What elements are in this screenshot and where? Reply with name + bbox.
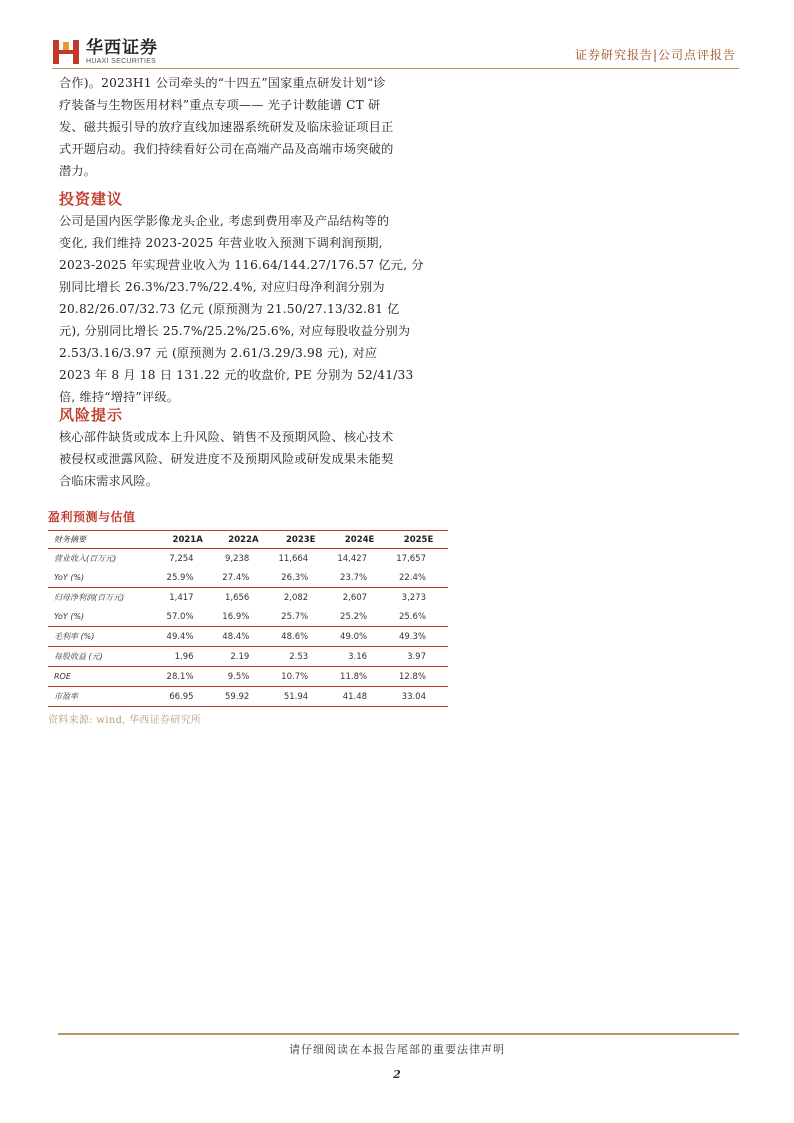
table-header-cell: 2021A [172,534,203,545]
table-cell: 11,664 [278,553,309,564]
table-cell: 23.7% [340,572,368,583]
table-cell: 10.7% [281,671,309,682]
investment-section [59,188,444,408]
header-divider [52,68,739,69]
intro-line: 合作)。2023H1 公司牵头的“十四五”国家重点研发计划“诊 [59,76,386,90]
legal-notice: 请仔细阅读在本报告尾部的重要法律声明 [289,1043,505,1056]
intro-line: 发、磁共振引导的放疗直线加速器系统研发及临床验证项目正 [59,120,394,134]
intro-line: 潜力。 [59,164,97,178]
investment-line: 2.53/3.16/3.97 元 (原预测为 2.61/3.29/3.98 元), 对应 [59,346,378,360]
table-cell: 49.4% [166,631,194,642]
table-cell: 26.3% [281,572,309,583]
table-cell: 9.5% [227,671,250,682]
table-cell: 12.8% [398,671,426,682]
footer-divider [58,1033,739,1035]
page-number: 2 [393,1068,401,1081]
table-cell: 归母净利润(百万元) [54,593,125,602]
table-header-cell: 2023E [286,534,316,545]
table-cell: 59.92 [224,691,250,702]
table-row [48,607,448,627]
risk-line: 核心部件缺货或成本上升风险、销售不及预期风险、核心技术 [59,430,394,444]
table-cell: 3.97 [407,651,426,662]
table-cell: 9,238 [224,553,250,564]
table-cell: 3.16 [348,651,368,662]
table-row [48,647,448,667]
table-cell: 1,656 [224,592,250,603]
table-cell: 49.0% [340,631,368,642]
investment-line: 倍, 维持“增持”评级。 [59,390,180,404]
company-logo [52,38,158,66]
table-cell: 每股收益 (元) [54,652,103,661]
table-cell: 22.4% [398,572,426,583]
investment-line: 2023 年 8 月 18 日 131.22 元的收盘价, PE 分别为 52/41/33 [59,368,414,382]
intro-line: 式开题启动。我们持续看好公司在高端产品及高端市场突破的 [59,142,394,156]
investment-line: 元), 分别同比增长 25.7%/25.2%/25.6%, 对应每股收益分别为 [59,324,411,338]
table-cell: 27.4% [222,572,250,583]
table-cell: 48.4% [222,631,250,642]
table-cell: YoY (%) [54,612,85,621]
intro-section [59,72,444,182]
table-cell: 49.3% [398,631,426,642]
intro-line: 疗装备与生物医用材料”重点专项—— 光子计数能谱 CT 研 [59,98,381,112]
table-cell: 14,427 [337,553,368,564]
forecast-table [48,530,448,707]
table-header-cell: 2022A [228,534,259,545]
data-source-note: 资料来源: wind, 华西证券研究所 [48,715,202,726]
table-row [48,667,448,687]
table-row [48,687,448,707]
logo-english-name: HUAXI SECURITIES [86,57,157,65]
table-cell: 2,607 [342,592,368,603]
table-cell: 25.2% [340,611,368,622]
table-row [48,568,448,588]
table-cell: 25.9% [166,572,194,583]
table-header-cell: 2024E [344,534,375,545]
table-cell: 33.04 [401,691,426,702]
investment-line: 公司是国内医学影像龙头企业, 考虑到费用率及产品结构等的 [59,214,390,228]
table-cell: 毛利率 (%) [54,632,95,641]
table-cell: 48.6% [281,631,309,642]
investment-line: 2023-2025 年实现营业收入为 116.64/144.27/176.57 亿元, 分 [59,258,424,272]
table-cell: 2.19 [230,651,250,662]
table-header-cell: 2025E [403,534,434,545]
table-cell: 57.0% [166,611,194,622]
table-cell: 市盈率 [54,692,78,701]
huaxi-logo-icon [52,38,80,66]
logo-chinese-name: 华西证券 [86,37,158,58]
table-cell: 25.6% [398,611,426,622]
table-header-cell: 财务摘要 [54,535,86,544]
table-header-row [48,531,448,549]
table-cell: 28.1% [166,671,194,682]
risk-heading: 风险提示 [59,406,124,424]
table-cell: 66.95 [169,691,194,702]
table-cell: 11.8% [340,671,368,682]
table-cell: 2,082 [283,592,309,603]
table-cell: 2.53 [289,651,309,662]
investment-line: 变化, 我们维持 2023-2025 年营业收入预测下调利润预期, [59,236,383,250]
table-cell: 7,254 [169,553,194,564]
table-cell: 17,657 [396,553,426,564]
table-title: 盈利预测与估值 [48,510,136,524]
table-cell: 25.7% [281,611,309,622]
table-cell: 16.9% [222,611,250,622]
table-cell: 41.48 [342,691,368,702]
table-cell: 51.94 [283,691,309,702]
table-cell: ROE [54,672,71,681]
table-cell: 1,417 [169,592,194,603]
risk-section [59,404,444,492]
table-cell: 3,273 [401,592,426,603]
table-row [48,549,448,569]
forecast-table-block [48,508,448,726]
table-cell: YoY (%) [54,573,85,582]
investment-heading: 投资建议 [59,190,124,208]
table-row [48,588,448,608]
investment-line: 20.82/26.07/32.73 亿元 (原预测为 21.50/27.13/32.81 亿 [59,302,400,316]
table-cell: 1.96 [174,651,194,662]
risk-line: 被侵权或泄露风险、研发进度不及预期风险或研发成果未能契 [59,452,394,466]
risk-line: 合临床需求风险。 [59,474,159,488]
table-cell: 营业收入(百万元) [54,554,117,563]
table-row [48,627,448,647]
report-type-label: 证券研究报告|公司点评报告 [574,48,736,62]
investment-line: 别同比增长 26.3%/23.7%/22.4%, 对应归母净利润分别为 [59,280,385,294]
